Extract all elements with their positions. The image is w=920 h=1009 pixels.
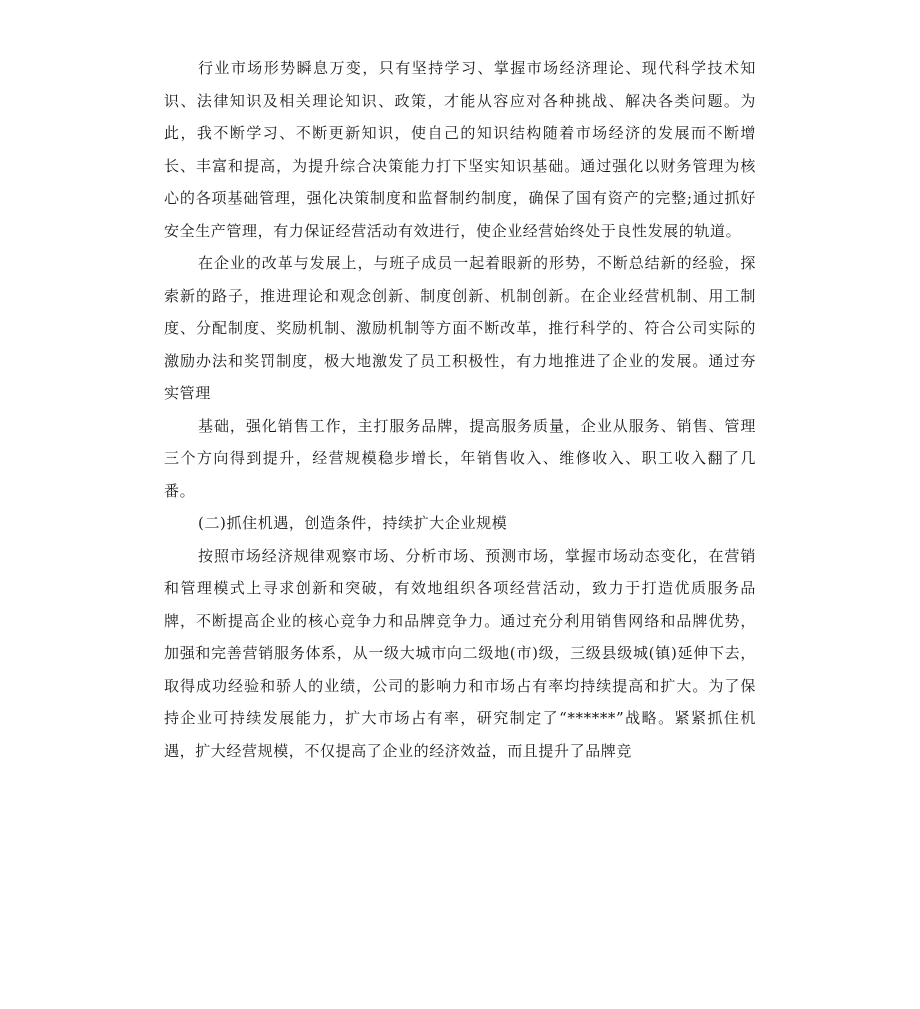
- paragraph-sales-service: 基础，强化销售工作，主打服务品牌，提高服务质量，企业从服务、销售、管理三个方向得到提升，经营规模稳步增长，年销售收入、维修收入、职工收入翻了几番。: [164, 416, 756, 500]
- paragraph-reform-development: 在企业的改革与发展上，与班子成员一起着眼新的形势，不断总结新的经验，探索新的路子，推进理论和观念创新、制度创新、机制创新。在企业经营机制、用工制度、分配制度、奖励机制、激励机制等方面不断改革，推行科学的、符合公司实际的激励办法和奖罚制度，极大地激发了员工积极性，有力地推进了企业的发展。通过夯实管理: [164, 254, 756, 402]
- document-body: [164, 52, 756, 767]
- paragraph-knowledge-learning: 行业市场形势瞬息万变，只有坚持学习、掌握市场经济理论、现代科学技术知识、法律知识及相关理论知识、政策，才能从容应对各种挑战、解决各类问题。为此，我不断学习、不断更新知识，使自己的知识结构随着市场经济的发展而不断增长、丰富和提高，为提升综合决策能力打下坚实知识基础。通过强化以财务管理为核心的各项基础管理，强化决策制度和监督制约制度，确保了国有资产的完整;通过抓好安全生产管理，有力保证经营活动有效进行，使企业经营始终处于良性发展的轨道。: [164, 59, 756, 240]
- section-heading-expand-scale: (二)抓住机遇，创造条件，持续扩大企业规模: [198, 514, 508, 532]
- paragraph-market-strategy: 按照市场经济规律观察市场、分析市场、预测市场，掌握市场动态变化，在营销和管理模式上寻求创新和突破，有效地组织各项经营活动，致力于打造优质服务品牌，不断提高企业的核心竞争力和品牌竞争力。通过充分利用销售网络和品牌优势，加强和完善营销服务体系，从一级大城市向二级地(市)级，三级县级城(镇)延伸下去，取得成功经验和骄人的业绩，公司的影响力和市场占有率均持续提高和扩大。为了保持企业可持续发展能力，扩大市场占有率，研究制定了“******”战略。紧紧抓住机遇，扩大经营规模，不仅提高了企业的经济效益，而且提升了品牌竞: [164, 546, 756, 760]
